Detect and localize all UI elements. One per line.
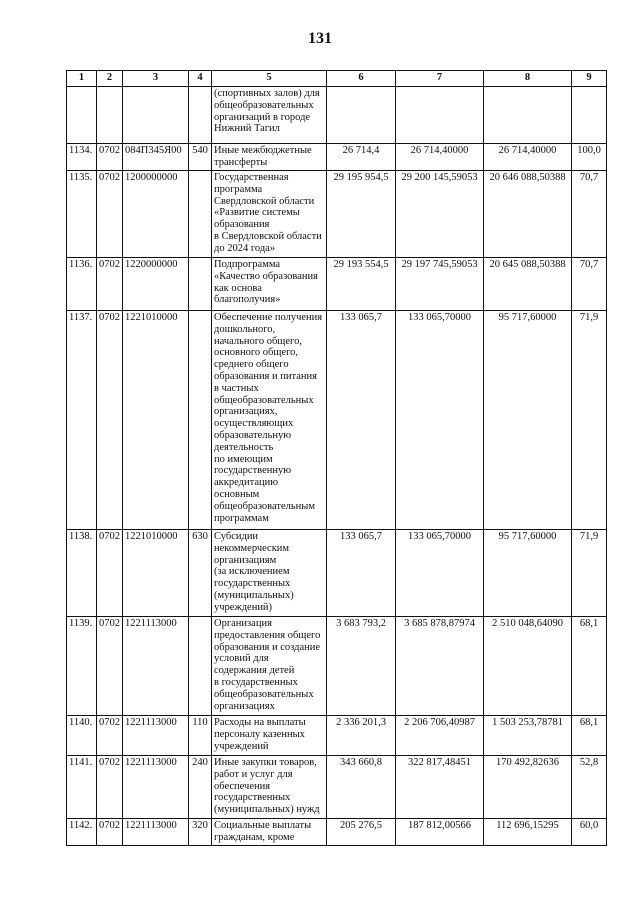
- executed-amount: 20 645 088,50388: [484, 258, 572, 311]
- table-row: [67, 311, 607, 530]
- revised-amount: 29 200 145,59053: [396, 171, 484, 258]
- target-code: [123, 87, 189, 144]
- section-code: [97, 87, 123, 144]
- executed-amount: 95 717,60000: [484, 530, 572, 617]
- table-row: [67, 716, 607, 756]
- target-code: 1221010000: [123, 311, 189, 530]
- row-number: 1136.: [67, 258, 97, 311]
- header-row: [67, 71, 607, 87]
- approved-amount: [327, 87, 396, 144]
- row-number: 1135.: [67, 171, 97, 258]
- item-name: Субсидии некоммерческим организациям (за исключением государственных (муниципальных) учреждений): [212, 530, 327, 617]
- executed-amount: 112 696,15295: [484, 819, 572, 846]
- expense-type-code: 540: [189, 144, 212, 171]
- revised-amount: 3 685 878,87974: [396, 617, 484, 716]
- execution-percent: 71,9: [572, 311, 607, 530]
- revised-amount: 133 065,70000: [396, 530, 484, 617]
- executed-amount: 26 714,40000: [484, 144, 572, 171]
- execution-percent: 100,0: [572, 144, 607, 171]
- target-code: 1221113000: [123, 617, 189, 716]
- executed-amount: 2 510 048,64090: [484, 617, 572, 716]
- execution-percent: 68,1: [572, 716, 607, 756]
- row-number: 1134.: [67, 144, 97, 171]
- execution-percent: 52,8: [572, 756, 607, 819]
- budget-table: [66, 70, 607, 846]
- expense-type-code: 110: [189, 716, 212, 756]
- column-header: 8: [484, 71, 572, 87]
- page-number: 131: [308, 30, 332, 47]
- column-header: 5: [212, 71, 327, 87]
- table-row: [67, 617, 607, 716]
- executed-amount: 1 503 253,78781: [484, 716, 572, 756]
- table-row: [67, 144, 607, 171]
- column-header: 1: [67, 71, 97, 87]
- expense-type-code: [189, 87, 212, 144]
- execution-percent: 60,0: [572, 819, 607, 846]
- item-name: Социальные выплаты гражданам, кроме: [212, 819, 327, 846]
- column-header: 3: [123, 71, 189, 87]
- row-number: [67, 87, 97, 144]
- item-name: Обеспечение получения дошкольного, начального общего, основного общего, среднего общего образования и питания в частных общеобразовательных организациях, осуществляющих образовательную деятельность по имеющим государственную аккредитацию основным общеобразовательным программам: [212, 311, 327, 530]
- executed-amount: 95 717,60000: [484, 311, 572, 530]
- executed-amount: [484, 87, 572, 144]
- table-row: [67, 756, 607, 819]
- executed-amount: 20 646 088,50388: [484, 171, 572, 258]
- approved-amount: 3 683 793,2: [327, 617, 396, 716]
- row-number: 1137.: [67, 311, 97, 530]
- item-name: Государственная программа Свердловской области «Развитие системы образования в Свердловской области до 2024 года»: [212, 171, 327, 258]
- target-code: 1221113000: [123, 756, 189, 819]
- expense-type-code: [189, 258, 212, 311]
- column-header: 6: [327, 71, 396, 87]
- column-header: 2: [97, 71, 123, 87]
- table-row: [67, 530, 607, 617]
- item-name: Расходы на выплаты персоналу казенных учреждений: [212, 716, 327, 756]
- expense-type-code: [189, 617, 212, 716]
- revised-amount: [396, 87, 484, 144]
- row-number: 1140.: [67, 716, 97, 756]
- approved-amount: 29 193 554,5: [327, 258, 396, 311]
- item-name: Организация предоставления общего образования и создание условий для содержания детей в государственных общеобразовательных организациях: [212, 617, 327, 716]
- item-name: Иные закупки товаров, работ и услуг для обеспечения государственных (муниципальных) нужд: [212, 756, 327, 819]
- revised-amount: 29 197 745,59053: [396, 258, 484, 311]
- section-code: 0702: [97, 756, 123, 819]
- executed-amount: 170 492,82636: [484, 756, 572, 819]
- table-row: [67, 258, 607, 311]
- approved-amount: 29 195 954,5: [327, 171, 396, 258]
- row-number: 1139.: [67, 617, 97, 716]
- section-code: 0702: [97, 819, 123, 846]
- revised-amount: 2 206 706,40987: [396, 716, 484, 756]
- approved-amount: 133 065,7: [327, 530, 396, 617]
- expense-type-code: [189, 171, 212, 258]
- section-code: 0702: [97, 258, 123, 311]
- column-header: 9: [572, 71, 607, 87]
- section-code: 0702: [97, 530, 123, 617]
- execution-percent: 70,7: [572, 171, 607, 258]
- section-code: 0702: [97, 171, 123, 258]
- item-name: Иные межбюджетные трансферты: [212, 144, 327, 171]
- revised-amount: 322 817,48451: [396, 756, 484, 819]
- execution-percent: 70,7: [572, 258, 607, 311]
- target-code: 084П345Я00: [123, 144, 189, 171]
- target-code: 1221113000: [123, 716, 189, 756]
- section-code: 0702: [97, 311, 123, 530]
- table-row: [67, 87, 607, 144]
- revised-amount: 26 714,40000: [396, 144, 484, 171]
- expense-type-code: 630: [189, 530, 212, 617]
- row-number: 1141.: [67, 756, 97, 819]
- target-code: 1221010000: [123, 530, 189, 617]
- revised-amount: 187 812,00566: [396, 819, 484, 846]
- target-code: 1200000000: [123, 171, 189, 258]
- table-row: [67, 171, 607, 258]
- approved-amount: 2 336 201,3: [327, 716, 396, 756]
- target-code: 1220000000: [123, 258, 189, 311]
- target-code: 1221113000: [123, 819, 189, 846]
- column-header: 4: [189, 71, 212, 87]
- approved-amount: 133 065,7: [327, 311, 396, 530]
- approved-amount: 205 276,5: [327, 819, 396, 846]
- row-number: 1138.: [67, 530, 97, 617]
- execution-percent: 68,1: [572, 617, 607, 716]
- revised-amount: 133 065,70000: [396, 311, 484, 530]
- item-name: (спортивных залов) для общеобразовательных организаций в городе Нижний Тагил: [212, 87, 327, 144]
- item-name: Подпрограмма «Качество образования как основа благополучия»: [212, 258, 327, 311]
- section-code: 0702: [97, 617, 123, 716]
- section-code: 0702: [97, 144, 123, 171]
- execution-percent: [572, 87, 607, 144]
- approved-amount: 26 714,4: [327, 144, 396, 171]
- expense-type-code: 240: [189, 756, 212, 819]
- row-number: 1142.: [67, 819, 97, 846]
- expense-type-code: 320: [189, 819, 212, 846]
- section-code: 0702: [97, 716, 123, 756]
- table-body: [67, 87, 607, 846]
- column-header: 7: [396, 71, 484, 87]
- approved-amount: 343 660,8: [327, 756, 396, 819]
- expense-type-code: [189, 311, 212, 530]
- table-row: [67, 819, 607, 846]
- execution-percent: 71,9: [572, 530, 607, 617]
